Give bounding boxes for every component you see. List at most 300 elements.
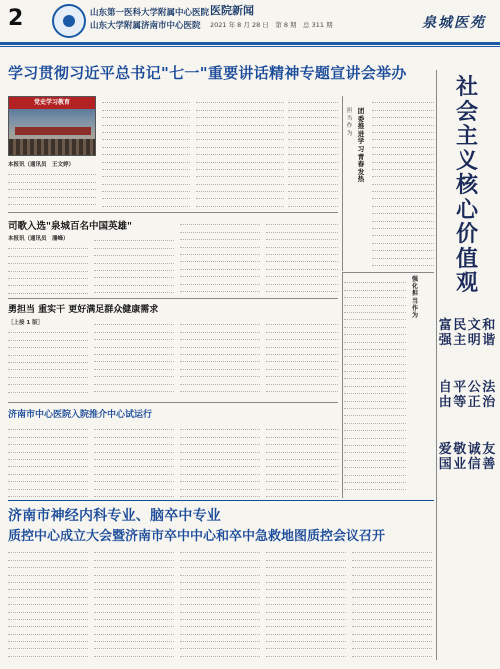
text-line bbox=[102, 111, 190, 118]
divider-horizontal-3 bbox=[8, 402, 338, 403]
text-line bbox=[94, 271, 174, 278]
text-line bbox=[94, 642, 174, 649]
vertical-headline-2-char: 为 bbox=[411, 312, 418, 320]
core-value bbox=[439, 442, 452, 472]
core-value bbox=[453, 318, 466, 348]
bottom-text-col3 bbox=[180, 546, 260, 662]
text-line bbox=[266, 262, 338, 269]
text-line bbox=[344, 483, 406, 490]
text-line bbox=[180, 627, 260, 634]
text-line bbox=[180, 613, 260, 620]
text-line bbox=[102, 96, 190, 103]
text-line bbox=[8, 482, 88, 489]
text-line bbox=[196, 126, 284, 133]
text-line bbox=[180, 325, 260, 332]
article3-text-col2 bbox=[94, 318, 174, 398]
text-line bbox=[196, 170, 284, 177]
core-value-char: 敬 bbox=[453, 442, 467, 457]
text-line bbox=[372, 155, 434, 162]
text-line bbox=[180, 482, 260, 489]
text-line bbox=[180, 377, 260, 384]
text-line bbox=[102, 185, 190, 192]
text-line bbox=[94, 561, 174, 568]
core-value-char: 强 bbox=[438, 333, 452, 348]
text-line bbox=[372, 118, 434, 125]
text-line bbox=[288, 155, 338, 162]
article4-headline: 济南市中心医院入院推介中心试运行 bbox=[8, 410, 153, 420]
text-line bbox=[94, 438, 174, 445]
text-line bbox=[8, 553, 88, 560]
text-line bbox=[344, 298, 406, 305]
text-line bbox=[288, 170, 338, 177]
text-line bbox=[102, 155, 190, 162]
issue-info: 2021 年 8 月 28 日 第 8 期 总 311 期 bbox=[210, 21, 333, 29]
text-line bbox=[372, 177, 434, 184]
text-line bbox=[372, 185, 434, 192]
text-line bbox=[180, 475, 260, 482]
text-line bbox=[180, 255, 260, 262]
text-line bbox=[266, 583, 346, 590]
article3-text-col4 bbox=[266, 318, 338, 398]
core-value-char: 明 bbox=[467, 333, 481, 348]
text-line bbox=[8, 568, 88, 575]
core-value bbox=[468, 380, 481, 410]
core-value-char: 信 bbox=[467, 457, 481, 472]
text-line bbox=[180, 453, 260, 460]
core-value bbox=[468, 318, 481, 348]
text-line bbox=[94, 620, 174, 627]
text-line bbox=[94, 241, 174, 248]
text-line bbox=[344, 291, 406, 298]
text-line bbox=[352, 561, 432, 568]
text-line bbox=[8, 475, 88, 482]
vertical-subtitle-char: 作 bbox=[346, 123, 353, 130]
core-values-grid bbox=[438, 318, 496, 504]
text-line bbox=[180, 225, 260, 232]
text-line bbox=[94, 234, 174, 241]
divider-horizontal-2 bbox=[8, 298, 338, 299]
text-line bbox=[372, 192, 434, 199]
text-line bbox=[180, 233, 260, 240]
text-line bbox=[180, 467, 260, 474]
text-line bbox=[196, 177, 284, 184]
text-line bbox=[344, 416, 406, 423]
text-line bbox=[344, 313, 406, 320]
text-line bbox=[8, 175, 96, 182]
text-line bbox=[266, 490, 338, 497]
text-line bbox=[266, 460, 338, 467]
article3-headline: 勇担当 重实干 更好满足群众健康需求 bbox=[8, 305, 159, 315]
divider-horizontal-mid bbox=[342, 272, 434, 273]
text-line bbox=[372, 236, 434, 243]
text-line bbox=[8, 363, 88, 370]
text-line bbox=[94, 598, 174, 605]
article2-headline: 司歌入选"泉城百名中国英雄" bbox=[8, 221, 132, 232]
text-line bbox=[8, 460, 88, 467]
text-line bbox=[102, 170, 190, 177]
text-line bbox=[94, 362, 174, 369]
text-line bbox=[266, 546, 346, 553]
text-line bbox=[266, 649, 346, 656]
text-line bbox=[94, 649, 174, 656]
text-line bbox=[180, 277, 260, 284]
text-line bbox=[180, 218, 260, 225]
core-values-title-char: 观 bbox=[455, 271, 478, 296]
text-line bbox=[266, 355, 338, 362]
text-line bbox=[372, 222, 434, 229]
text-line bbox=[180, 642, 260, 649]
text-line bbox=[196, 118, 284, 125]
text-line bbox=[94, 475, 174, 482]
text-line bbox=[180, 590, 260, 597]
text-line bbox=[94, 635, 174, 642]
core-values-row bbox=[438, 318, 496, 348]
text-line bbox=[94, 286, 174, 293]
text-line bbox=[180, 460, 260, 467]
text-line bbox=[180, 262, 260, 269]
core-values-title bbox=[441, 76, 493, 297]
text-line bbox=[94, 370, 174, 377]
text-line bbox=[266, 453, 338, 460]
text-line bbox=[266, 248, 338, 255]
text-line bbox=[288, 177, 338, 184]
text-line bbox=[180, 553, 260, 560]
text-line bbox=[196, 140, 284, 147]
text-line bbox=[8, 272, 88, 279]
vertical-headline-char: 团 bbox=[357, 107, 365, 115]
text-line bbox=[266, 325, 338, 332]
text-line bbox=[266, 590, 346, 597]
vertical-headline-char: 委 bbox=[357, 114, 365, 123]
text-line bbox=[94, 445, 174, 452]
divider-horizontal-bottom bbox=[8, 500, 434, 501]
core-values-title-char: 心 bbox=[455, 197, 478, 223]
text-line bbox=[344, 335, 406, 342]
core-values-title-char: 价 bbox=[455, 222, 478, 247]
divider-vertical-2 bbox=[342, 272, 343, 498]
text-line bbox=[266, 627, 346, 634]
core-value-char: 等 bbox=[453, 395, 467, 410]
text-line bbox=[344, 372, 406, 379]
vertical-headline bbox=[354, 108, 368, 184]
text-line bbox=[94, 583, 174, 590]
text-line bbox=[180, 649, 260, 656]
text-line bbox=[8, 583, 88, 590]
text-line bbox=[266, 225, 338, 232]
text-line bbox=[8, 333, 88, 340]
core-value bbox=[468, 442, 481, 472]
text-line bbox=[8, 561, 88, 568]
text-line bbox=[102, 163, 190, 170]
text-line bbox=[94, 318, 174, 325]
text-line bbox=[8, 264, 88, 271]
text-line bbox=[266, 318, 338, 325]
text-line bbox=[372, 207, 434, 214]
text-line bbox=[352, 598, 432, 605]
text-line bbox=[288, 140, 338, 147]
text-line bbox=[344, 439, 406, 446]
text-line bbox=[94, 546, 174, 553]
text-line bbox=[372, 259, 434, 266]
photo-banner: 党史学习教育 bbox=[9, 97, 95, 109]
divider-vertical-right bbox=[436, 70, 437, 660]
text-line bbox=[180, 240, 260, 247]
text-line bbox=[344, 402, 406, 409]
bottom-text-col5 bbox=[352, 546, 432, 662]
text-line bbox=[180, 561, 260, 568]
text-line bbox=[8, 430, 88, 437]
lead-text-col3 bbox=[196, 96, 284, 208]
article2-text-col3 bbox=[180, 218, 260, 294]
text-line bbox=[94, 423, 174, 430]
divider-vertical-1 bbox=[342, 96, 343, 271]
bottom-headline-line1: 济南市神经内科专业、脑卒中专业 bbox=[8, 508, 221, 524]
text-line bbox=[94, 340, 174, 347]
text-line bbox=[8, 341, 88, 348]
article2-text-col1 bbox=[8, 242, 88, 294]
text-line bbox=[344, 431, 406, 438]
text-line bbox=[266, 370, 338, 377]
vertical-headline-char: 习 bbox=[357, 144, 365, 153]
text-line bbox=[266, 277, 338, 284]
text-line bbox=[196, 192, 284, 199]
text-line bbox=[94, 490, 174, 497]
text-line bbox=[344, 328, 406, 335]
text-line bbox=[344, 350, 406, 357]
text-line bbox=[180, 362, 260, 369]
core-value bbox=[482, 442, 495, 472]
text-line bbox=[344, 461, 406, 468]
text-line bbox=[372, 244, 434, 251]
lead-photo bbox=[8, 96, 96, 156]
lead-headline: 学习贯彻习近平总书记"七一"重要讲话精神专题宣讲会举办 bbox=[8, 64, 407, 82]
text-line bbox=[94, 613, 174, 620]
article2-byline: 本报讯（通讯员 潘峰） bbox=[8, 236, 69, 242]
vertical-headline-char: 发 bbox=[357, 167, 365, 176]
text-line bbox=[344, 343, 406, 350]
core-value-char: 法 bbox=[482, 380, 496, 395]
text-line bbox=[266, 340, 338, 347]
core-value-char: 业 bbox=[453, 457, 467, 472]
text-line bbox=[288, 103, 338, 110]
vertical-headline-2-char: 化 bbox=[411, 283, 418, 291]
text-line bbox=[288, 126, 338, 133]
core-value-char: 谐 bbox=[482, 333, 496, 348]
text-line bbox=[196, 103, 284, 110]
core-value-char: 主 bbox=[453, 333, 467, 348]
text-line bbox=[180, 385, 260, 392]
text-line bbox=[8, 649, 88, 656]
photo-stage bbox=[15, 127, 91, 135]
core-values-title-char: 义 bbox=[455, 148, 478, 174]
text-line bbox=[266, 270, 338, 277]
text-line bbox=[94, 553, 174, 560]
text-line bbox=[8, 590, 88, 597]
core-value-char: 文 bbox=[467, 318, 481, 333]
text-line bbox=[372, 251, 434, 258]
text-line bbox=[94, 568, 174, 575]
text-line bbox=[8, 613, 88, 620]
vertical-headline-2-char: 当 bbox=[411, 297, 418, 305]
vertical-subtitle-char: 当 bbox=[346, 115, 353, 122]
text-line bbox=[266, 576, 346, 583]
core-value-char: 富 bbox=[438, 318, 452, 333]
text-line bbox=[352, 553, 432, 560]
text-line bbox=[8, 370, 88, 377]
divider-horizontal-1 bbox=[8, 212, 338, 213]
text-line bbox=[352, 635, 432, 642]
text-line bbox=[266, 605, 346, 612]
text-line bbox=[266, 255, 338, 262]
text-line bbox=[372, 126, 434, 133]
vertical-headline-char: 进 bbox=[357, 129, 365, 138]
core-value bbox=[482, 380, 495, 410]
text-line bbox=[94, 377, 174, 384]
vertical-headline-2-char: 作 bbox=[411, 304, 418, 312]
text-line bbox=[288, 96, 338, 103]
text-line bbox=[180, 598, 260, 605]
text-line bbox=[94, 627, 174, 634]
article2-text-col2 bbox=[94, 234, 174, 294]
core-value bbox=[439, 380, 452, 410]
text-line bbox=[94, 348, 174, 355]
vertical-subtitle-char: 为 bbox=[346, 130, 353, 137]
text-line bbox=[266, 475, 338, 482]
core-value-char: 爱 bbox=[438, 442, 452, 457]
core-values-title-char: 会 bbox=[455, 99, 478, 125]
text-line bbox=[288, 118, 338, 125]
text-line bbox=[352, 583, 432, 590]
text-line bbox=[8, 190, 96, 197]
text-line bbox=[266, 333, 338, 340]
core-values-title-char: 值 bbox=[455, 246, 478, 272]
text-line bbox=[180, 248, 260, 255]
text-line bbox=[196, 185, 284, 192]
section-name: 泉城医苑 bbox=[422, 15, 486, 31]
text-line bbox=[102, 192, 190, 199]
text-line bbox=[94, 460, 174, 467]
masthead bbox=[0, 0, 500, 50]
hospital-name-line2: 山东大学附属济南市中心医院 bbox=[90, 21, 201, 31]
middle-text-col bbox=[372, 96, 434, 271]
text-line bbox=[94, 430, 174, 437]
middle-lower-text-col bbox=[344, 276, 406, 498]
paper-name: 医院新闻 bbox=[210, 4, 254, 17]
core-values-title-char: 核 bbox=[455, 173, 478, 198]
text-line bbox=[266, 620, 346, 627]
text-line bbox=[266, 445, 338, 452]
text-line bbox=[266, 553, 346, 560]
text-line bbox=[352, 590, 432, 597]
text-line bbox=[372, 140, 434, 147]
hospital-logo-icon bbox=[52, 4, 86, 38]
text-line bbox=[344, 468, 406, 475]
vertical-subtitle bbox=[345, 108, 354, 138]
lead-text-col2 bbox=[102, 96, 190, 208]
text-line bbox=[352, 613, 432, 620]
text-line bbox=[372, 170, 434, 177]
text-line bbox=[8, 642, 88, 649]
text-line bbox=[344, 276, 406, 283]
text-line bbox=[344, 283, 406, 290]
text-line bbox=[8, 385, 88, 392]
text-line bbox=[196, 199, 284, 206]
core-value-char: 和 bbox=[482, 318, 496, 333]
core-value-char: 友 bbox=[482, 442, 496, 457]
text-line bbox=[344, 379, 406, 386]
text-line bbox=[102, 118, 190, 125]
text-line bbox=[344, 424, 406, 431]
text-line bbox=[266, 568, 346, 575]
text-line bbox=[102, 148, 190, 155]
text-line bbox=[8, 438, 88, 445]
text-line bbox=[94, 325, 174, 332]
text-line bbox=[180, 605, 260, 612]
text-line bbox=[266, 467, 338, 474]
text-line bbox=[352, 649, 432, 656]
text-line bbox=[288, 199, 338, 206]
text-line bbox=[180, 430, 260, 437]
text-line bbox=[266, 598, 346, 605]
text-line bbox=[180, 546, 260, 553]
page-number: 2 bbox=[8, 6, 24, 31]
vertical-headline-char: 青 bbox=[357, 152, 365, 161]
hospital-name-line1: 山东第一医科大学附属中心医院 bbox=[90, 8, 210, 18]
text-line bbox=[196, 111, 284, 118]
text-line bbox=[180, 318, 260, 325]
text-line bbox=[94, 278, 174, 285]
text-line bbox=[8, 242, 88, 249]
photo-crowd bbox=[9, 139, 95, 155]
text-line bbox=[266, 561, 346, 568]
core-value-char: 自 bbox=[438, 380, 452, 395]
text-line bbox=[372, 199, 434, 206]
text-line bbox=[8, 378, 88, 385]
bottom-headline-line2: 质控中心成立大会暨济南市卒中中心和卒中急救地图质控会议召开 bbox=[8, 529, 386, 544]
text-line bbox=[344, 320, 406, 327]
vertical-headline-char: 热 bbox=[357, 175, 365, 184]
text-line bbox=[372, 148, 434, 155]
text-line bbox=[8, 348, 88, 355]
text-line bbox=[94, 249, 174, 256]
text-line bbox=[288, 111, 338, 118]
bottom-text-col1 bbox=[8, 546, 88, 662]
core-value bbox=[482, 318, 495, 348]
text-line bbox=[266, 438, 338, 445]
article3-subtitle: ［上接 1 版］ bbox=[8, 320, 44, 326]
text-line bbox=[196, 163, 284, 170]
core-value-char: 国 bbox=[438, 457, 452, 472]
core-value-char: 由 bbox=[438, 395, 452, 410]
text-line bbox=[180, 370, 260, 377]
text-line bbox=[8, 198, 96, 205]
lead-byline: 本报讯（通讯员 王文婷） bbox=[8, 162, 75, 168]
text-line bbox=[344, 476, 406, 483]
text-line bbox=[352, 642, 432, 649]
text-line bbox=[266, 285, 338, 292]
text-line bbox=[352, 576, 432, 583]
text-line bbox=[180, 576, 260, 583]
text-line bbox=[344, 394, 406, 401]
lead-text-col1 bbox=[8, 168, 96, 206]
text-line bbox=[266, 635, 346, 642]
text-line bbox=[352, 627, 432, 634]
text-line bbox=[94, 385, 174, 392]
text-line bbox=[102, 199, 190, 206]
vertical-headline-char: 推 bbox=[357, 122, 365, 131]
text-line bbox=[8, 257, 88, 264]
text-line bbox=[352, 605, 432, 612]
